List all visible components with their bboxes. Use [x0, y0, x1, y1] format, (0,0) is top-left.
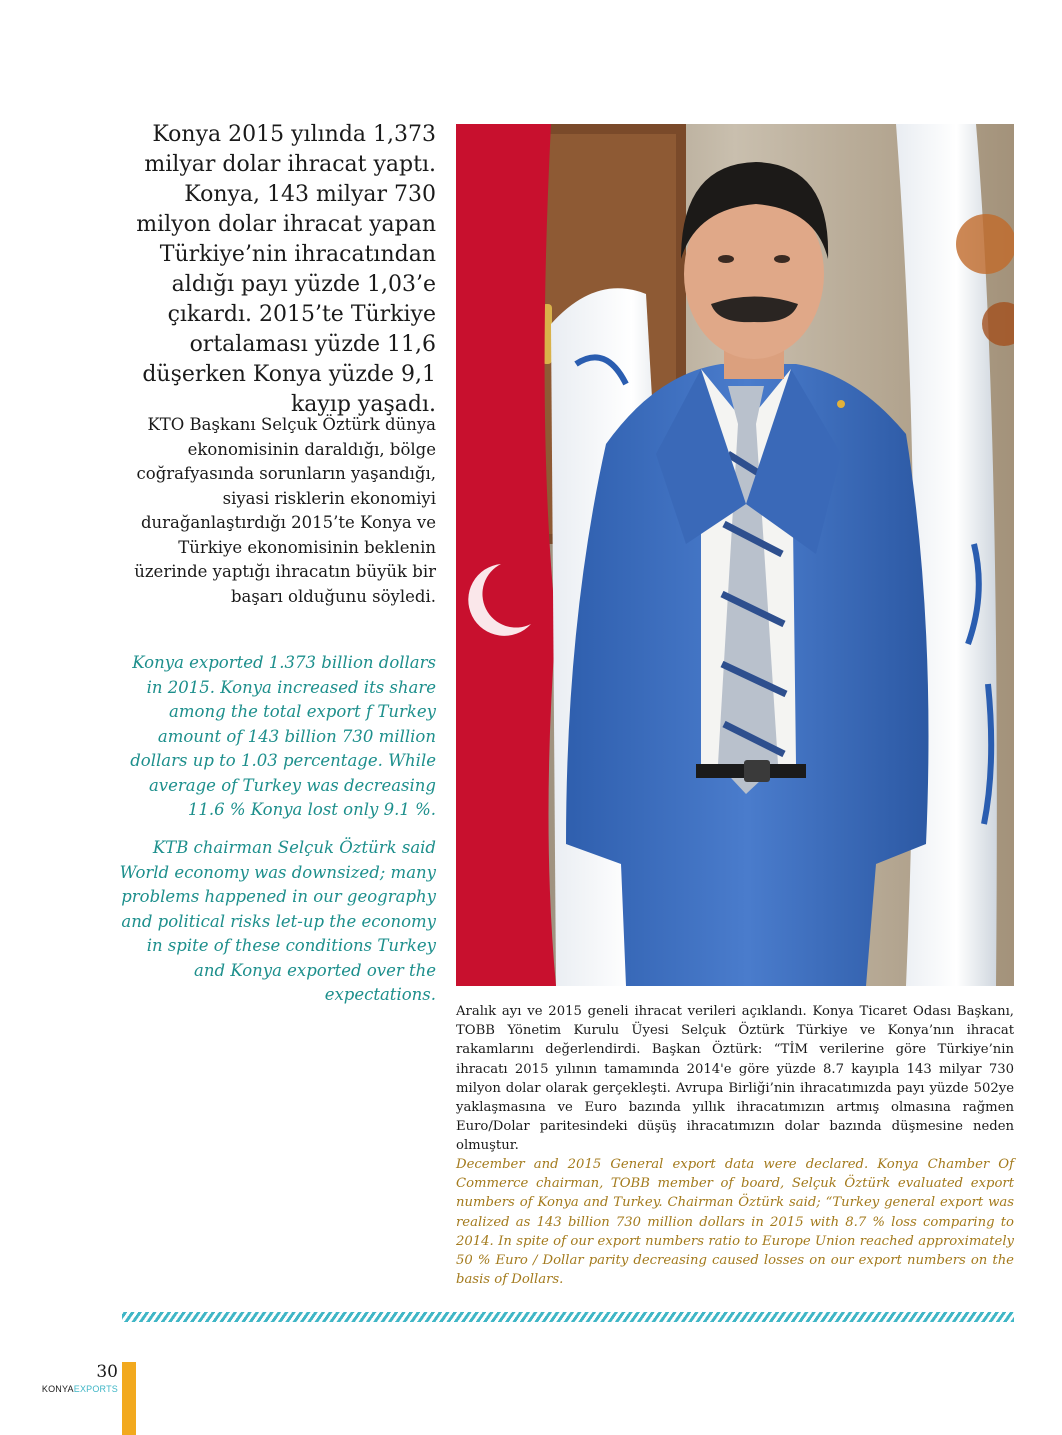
caption-english: December and 2015 General export data were declared. Konya Chamber Of Commerce chairman, TOBB member of board, Selçuk Öztürk evaluated export numbers of Konya and Turkey. Chairman Öztürk said; “Turkey general export was realized as 143 billion 730 million dollars in 2015 with 8.7 % loss comparing to 2014. In spite of our export numbers ratio to Europe Union reached approximately 50 % Euro / Dollar parity decreasing caused losses on our export numbers on the basis of Dollars. — [456, 1157, 1014, 1288]
magazine-name-part2: EXPORTS — [73, 1384, 118, 1394]
decorative-divider — [122, 1312, 1014, 1322]
magazine-name — [40, 1384, 118, 1394]
turkish-paragraph: KTO Başkanı Selçuk Öztürk dünya ekonomisinin daraldığı, bölge coğrafyasında sorunların yaşandığı, siyasi risklerin ekonomiyi durağanlaştırdığı 2015’te Konya ve Türkiye ekonomisinin beklenin üzerinde yaptığı ihracatın büyük bir başarı olduğunu söyledi. — [134, 415, 436, 606]
page-number: 30 — [96, 1362, 118, 1382]
magazine-name-part1: KONYA — [41, 1384, 74, 1394]
english-paragraph-2: KTB chairman Selçuk Öztürk said World economy was downsized; many problems happened in our geography and political risks let-up the economy in spite of these conditions Turkey and Konya exported over the expectations. — [119, 838, 436, 1004]
page-folio-bar — [122, 1362, 136, 1435]
portrait-photo — [456, 124, 1014, 986]
lead-paragraph: Konya 2015 yılında 1,373 milyar dolar ihracat yaptı. Konya, 143 milyar 730 milyon dolar ihracat yapan Türkiye’nin ihracatından aldığı payı yüzde 1,03’e çıkardı. 2015’te Türkiye ortalaması yüzde 11,6 düşerken Konya yüzde 9,1 kayıp yaşadı. — [136, 122, 436, 417]
english-paragraph-1: Konya exported 1.373 billion dollars in 2015. Konya increased its share among the total export f Turkey amount of 143 billion 730 million dollars up to 1.03 percentage. While average of Turkey was decreasing 11.6 % Konya lost only 9.1 %. — [130, 653, 436, 819]
caption-turkish: Aralık ayı ve 2015 geneli ihracat verileri açıklandı. Konya Ticaret Odası Başkanı, TOBB Yönetim Kurulu Üyesi Selçuk Öztürk Türkiye ve Konya’nın ihracat rakamlarını değerlendirdi. Başkan Öztürk: “TİM verilerine göre Türkiye’nin ihracatı 2015 yılının tamamında 2014'e göre yüzde 8.7 kayıpla 143 milyar 730 milyon dolar olarak gerçekleşti. Avrupa Birliği’nin ihracatımızda payı yüzde 502ye yaklaşmasına ve Euro bazında yıllık ihracatımızın artmış olmasına rağmen Euro/Dolar paritesindeki düşüş ihracatımızın dolar bazında düşmesine neden olmuştur. — [456, 1004, 1014, 1154]
